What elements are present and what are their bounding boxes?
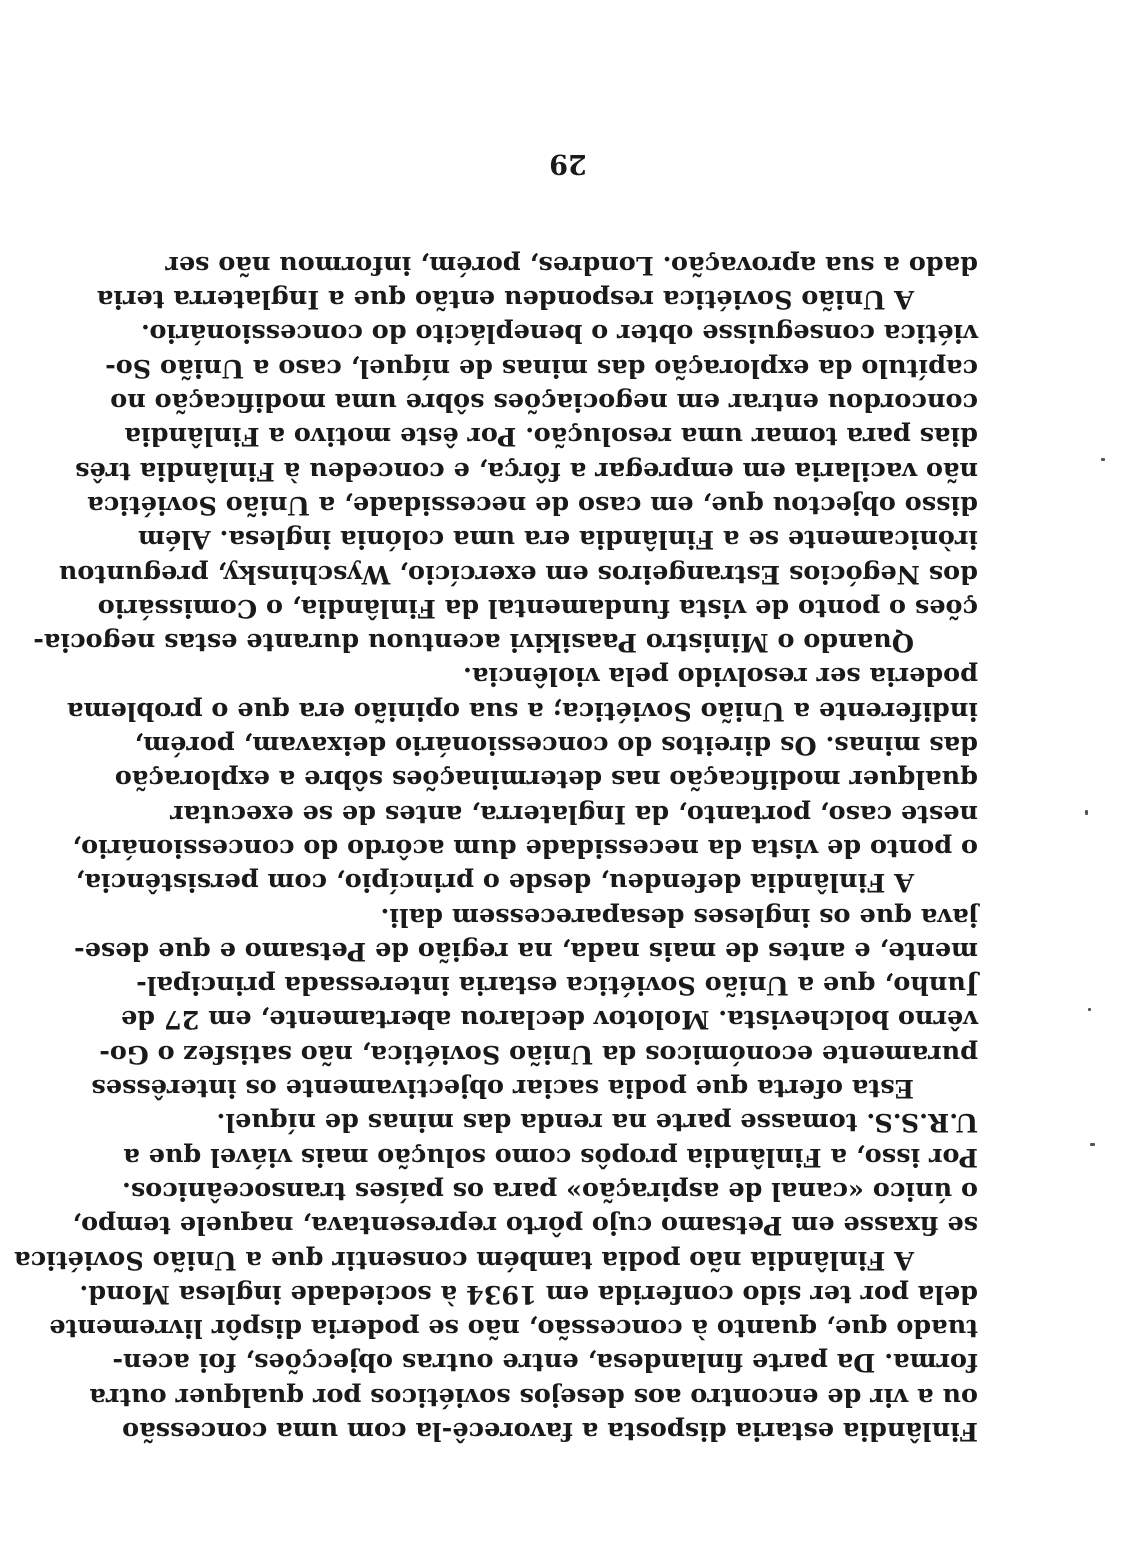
text-line: concordou entrar em negociações sôbre uma modificação no [110,387,978,418]
text-line: mente, e antes de mais nada, na região de Petsamo e que dese- [74,935,978,966]
text-line: poderia ser resolvido pela violência. [463,661,978,692]
text-line: neste caso, portanto, da Inglaterra, antes de se executar [170,798,978,829]
text-line: A Finlândia não podia também consentir que a União Soviética [14,1244,914,1275]
text-line: das minas. Os direitos do concessionário deixavam, porém, [134,730,978,761]
text-line: disso objectou que, em caso de necessidade, a União Soviética [87,489,978,520]
text-line: forma. Da parte finlandesa, entre outras objecções, foi acen- [112,1347,978,1378]
text-line: Junho, que a União Soviética estaria interessada principal- [136,970,978,1001]
text-line: o ponto de vista da necessidade dum acôrdo do concessionário, [72,832,978,863]
text-line: qualquer modificação nas determinações sôbre a exploração [114,764,978,795]
text-line: Quando o Ministro Paasikivi acentuou durante estas negocia- [33,627,914,658]
scan-speck [1088,1008,1091,1011]
scan-speck [1101,458,1105,461]
text-line: U.R.S.S. tomasse parte na renda das minas de níquel. [216,1107,978,1138]
text-line: Esta oferta que podia saciar objectivamente os interêsses [91,1073,914,1104]
text-line: irònicamente se a Finlândia era uma colónia inglesa. Além [137,524,978,555]
text-line: não vacilaria em empregar a fôrça, e concedeu à Finlândia três [75,455,978,486]
text-line: dias para tomar uma resolução. Por êste motivo a Finlândia [124,421,978,452]
text-line: dela por ter sido conferida em 1934 à sociedade inglesa Mond. [79,1278,978,1309]
text-line: vêrno bolchevista. Molotov declarou abertamente, em 27 de [120,1004,978,1035]
text-line: puramente económicos da União Soviética, não satisfez o Go- [99,1038,978,1069]
text-line: se fixasse em Petsamo cujo pôrto representava, naquele tempo, [72,1210,978,1241]
text-line: Finlândia estaria disposta a favorecê-la com uma concessão [122,1416,978,1446]
text-line: ou a vir de encontro aos desejos soviéticos por qualquer outra [89,1381,978,1412]
scan-speck [1085,810,1088,815]
text-line: java que os ingleses desaparecessem dali. [380,901,978,932]
text-line: dado a sua aprovação. Londres, porém, informou não ser [165,249,978,280]
body-text [14,248,978,1448]
text-line: indiferente a União Soviética; a sua opinião era que o problema [66,695,978,726]
text-line: A União Soviética respondeu então que a Inglaterra teria [96,284,914,315]
page-number: 29 [549,148,587,179]
text-line: tuado que, quanto à concessão, não se poderia dispôr livremente [49,1313,978,1344]
scan-speck [1090,1143,1095,1146]
text-line: ções o ponto de vista fundamental da Finlândia, o Comissário [97,592,978,623]
text-line: dos Negócios Estrangeiros em exercício, Wyschinsky, preguntou [58,558,978,589]
text-line: capítulo da exploração das minas de níquel, caso a União So- [105,352,978,383]
text-line: A Finlândia defendeu, desde o princípio, com persistência, [75,867,914,898]
text-line: Por isso, a Finlândia propôs como solução mais viável que a [123,1141,978,1172]
text-line: o único «canal de aspiração» para os países transoceânicos. [121,1175,978,1206]
text-line: viética conseguisse obter o beneplácito do concessionário. [141,318,978,349]
